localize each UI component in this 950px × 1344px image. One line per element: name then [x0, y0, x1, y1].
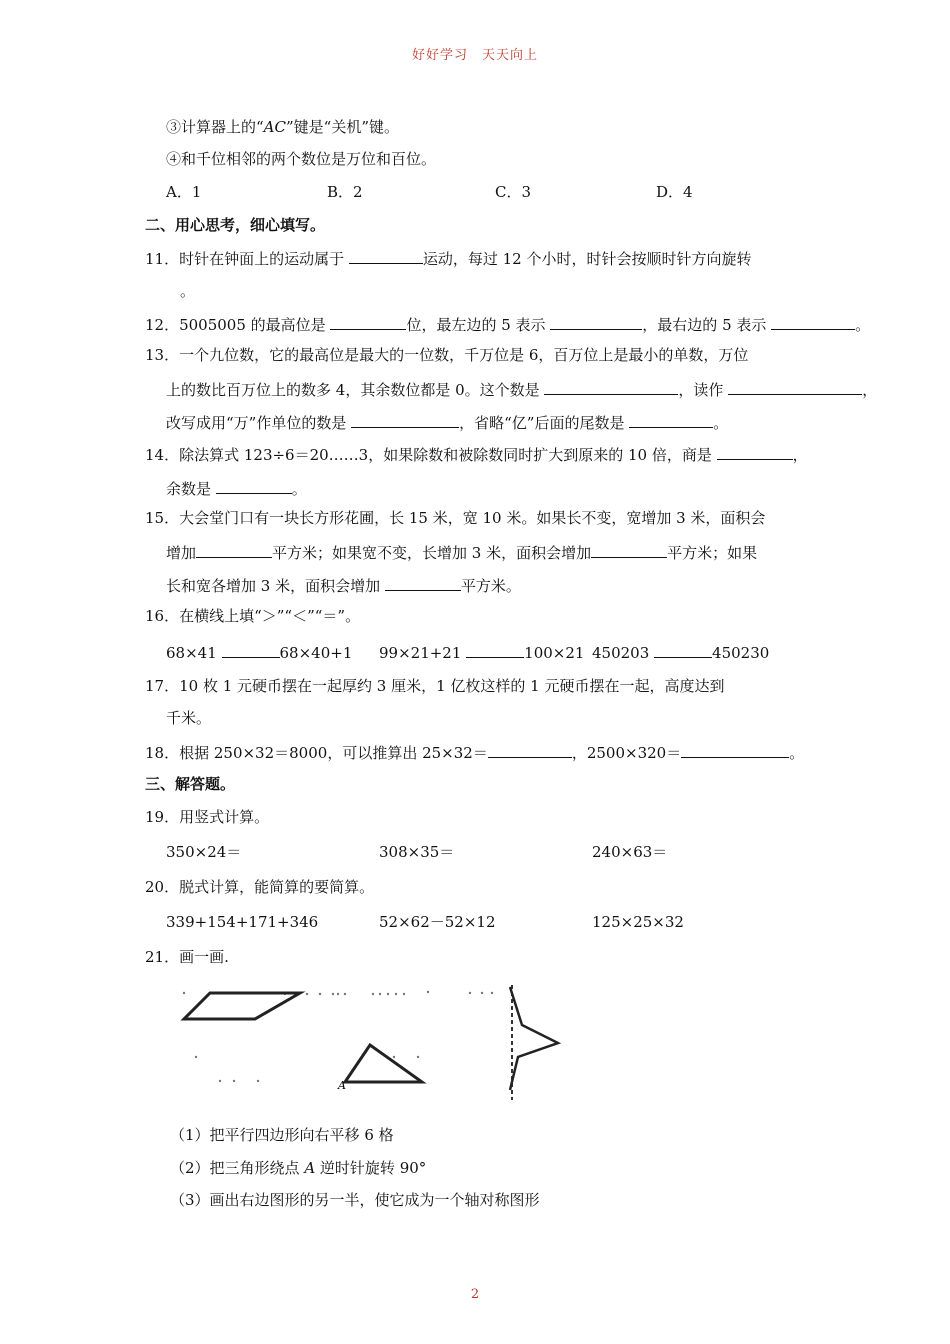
q13-text-3c: 。: [713, 414, 729, 432]
q11-blank-2[interactable]: [166, 280, 180, 296]
q20-expr-1: 339+154+171+346: [166, 913, 319, 931]
q16-e2-right: 100×21: [524, 644, 585, 662]
q18-text-b: ，2500×320＝: [571, 744, 682, 762]
q10-s3-text-a: ③计算器上的“: [166, 118, 264, 136]
q10-statement-3: [166, 117, 399, 137]
q16-e2-left: 99×21+21: [379, 644, 467, 662]
q13-blank-number[interactable]: [544, 378, 678, 395]
q14-text-1a: 14．除法算式 123÷6＝20……3，如果除数和被除数同时扩大到原来的 10 倍，商是: [145, 446, 717, 464]
q21-task-2: [170, 1158, 426, 1178]
half-figure-shape: [510, 987, 558, 1090]
q21-task-1: （1）把平行四边形向右平移 6 格: [170, 1126, 394, 1144]
q10-option-a: A．1: [166, 183, 202, 201]
q13-blank-reading[interactable]: [728, 378, 862, 395]
q15-text-2b: 平方米；如果宽不变，长增加 3 米，面积会增加: [272, 544, 592, 562]
section-2-heading: 二、用心思考，细心填写。: [145, 216, 326, 234]
q13-line-2: [166, 378, 877, 400]
q10-option-c: C．3: [495, 183, 532, 201]
q13-text-3b: ，省略“亿”后面的尾数是: [459, 414, 630, 432]
q16-expr-1: [166, 641, 352, 663]
q21-task-3: （3）画出右边图形的另一半，使它成为一个轴对称图形: [170, 1191, 540, 1209]
q17-line-1: 17．10 枚 1 元硬币摆在一起厚约 3 厘米，1 亿枚这样的 1 元硬币摆在一起，高度达到: [145, 677, 725, 695]
q19-expr-1: 350×24＝: [166, 843, 242, 861]
q13-text-2a: 上的数比百万位上的数多 4，其余数位都是 0。这个数是: [166, 381, 545, 399]
q16-blank-3[interactable]: [654, 641, 712, 658]
point-a-label: A: [338, 1079, 346, 1092]
q18-line: [145, 741, 804, 763]
q16-e1-right: 68×40+1: [279, 644, 353, 662]
q15-line-2: [166, 541, 757, 563]
q16-e1-left: 68×41: [166, 644, 222, 662]
q21-t2-text-a: （2）把三角形绕点: [170, 1159, 305, 1177]
q12-blank-3[interactable]: [771, 313, 855, 330]
q19-expr-3: 240×63＝: [592, 843, 668, 861]
q20-expr-2: 52×62－52×12: [379, 913, 496, 931]
q13-blank-yi[interactable]: [629, 411, 713, 428]
q12-text-a: 12．5005005 的最高位是: [145, 316, 331, 334]
q14-blank-quotient[interactable]: [717, 443, 793, 460]
q12-line: [145, 313, 870, 335]
q11-line-2: [166, 280, 195, 301]
q18-blank-1[interactable]: [488, 741, 572, 758]
q13-blank-wan[interactable]: [351, 411, 459, 428]
q13-line-3: [166, 411, 728, 433]
q10-s3-text-c: ”键是“关机”键。: [285, 118, 399, 136]
q15-text-3b: 平方米。: [460, 577, 521, 595]
q11-text-a: 11．时针在钟面上的运动属于: [145, 250, 349, 268]
q21-t2-point-a: A: [304, 1159, 316, 1177]
q15-text-3a: 长和宽各增加 3 米，面积会增加: [166, 577, 385, 595]
q15-line-1: 15．大会堂门口有一块长方形花圃，长 15 米，宽 10 米。如果长不变，宽增加 3 米，面积会: [145, 509, 766, 527]
q12-text-b: 位，最左边的 5 表示: [406, 316, 551, 334]
q10-option-d: D．4: [656, 183, 693, 201]
q21-t2-text-c: 逆时针旋转 90°: [315, 1159, 427, 1177]
q20-expr-3: 125×25×32: [592, 913, 684, 931]
q15-blank-1[interactable]: [196, 541, 272, 558]
q13-text-3a: 改写成用“万”作单位的数是: [166, 414, 352, 432]
q15-blank-3[interactable]: [385, 574, 461, 591]
q11-line-1: [145, 247, 752, 269]
q20-stem: 20．脱式计算，能简算的要简算。: [145, 878, 375, 896]
q15-blank-2[interactable]: [591, 541, 667, 558]
q21-drawing-grid: [170, 975, 570, 1105]
q13-line-1: 13．一个九位数，它的最高位是最大的一位数，千万位是 6，百万位上是最小的单数，万位: [145, 346, 749, 364]
q14-text-1b: ，: [792, 446, 808, 464]
q14-blank-remainder[interactable]: [216, 477, 292, 494]
q14-line-2: [166, 477, 307, 499]
q16-expr-2: [379, 641, 584, 663]
q19-expr-2: 308×35＝: [379, 843, 455, 861]
q11-blank-1[interactable]: [349, 247, 423, 264]
q15-line-3: [166, 574, 521, 596]
q10-s3-text-ac: AC: [263, 118, 286, 136]
q16-expr-3: [592, 641, 769, 663]
q12-text-d: 。: [855, 316, 871, 334]
q15-text-2c: 平方米；如果: [667, 544, 758, 562]
q16-e3-left: 450203: [592, 644, 655, 662]
parallelogram-shape: [184, 993, 300, 1019]
q17-line-2: 千米。: [166, 709, 212, 727]
q12-text-c: ，最右边的 5 表示: [642, 316, 772, 334]
q19-stem: 19．用竖式计算。: [145, 808, 270, 826]
q14-line-1: [145, 443, 808, 465]
triangle-shape: [345, 1045, 422, 1082]
q15-text-2a: 增加: [166, 544, 197, 562]
grid-dots: [183, 991, 493, 1082]
q14-text-2a: 余数是: [166, 480, 216, 498]
q13-text-2b: ，读作: [678, 381, 729, 399]
q14-text-2b: 。: [291, 480, 307, 498]
q12-blank-2[interactable]: [550, 313, 642, 330]
q13-text-2c: ，: [862, 381, 878, 399]
q18-text-c: 。: [789, 744, 805, 762]
q16-blank-1[interactable]: [222, 641, 280, 658]
q10-statement-4: ④和千位相邻的两个数位是万位和百位。: [166, 150, 437, 168]
page-number: 2: [470, 1287, 480, 1302]
q18-blank-2[interactable]: [681, 741, 789, 758]
page-header: 好好学习 天天向上: [411, 48, 538, 63]
q11-text-c: 。: [180, 282, 196, 300]
q11-text-b: 运动，每过 12 个小时，时针会按顺时针方向旋转: [422, 250, 752, 268]
q16-e3-right: 450230: [712, 644, 770, 662]
q16-stem: 16．在横线上填“＞”“＜”“＝”。: [145, 607, 361, 625]
q16-blank-2[interactable]: [466, 641, 524, 658]
q12-blank-1[interactable]: [330, 313, 406, 330]
section-3-heading: 三、解答题。: [145, 775, 236, 793]
q21-stem: 21．画一画.: [145, 948, 229, 966]
q18-text-a: 18．根据 250×32＝8000，可以推算出 25×32＝: [145, 744, 488, 762]
q10-option-b: B．2: [327, 183, 363, 201]
